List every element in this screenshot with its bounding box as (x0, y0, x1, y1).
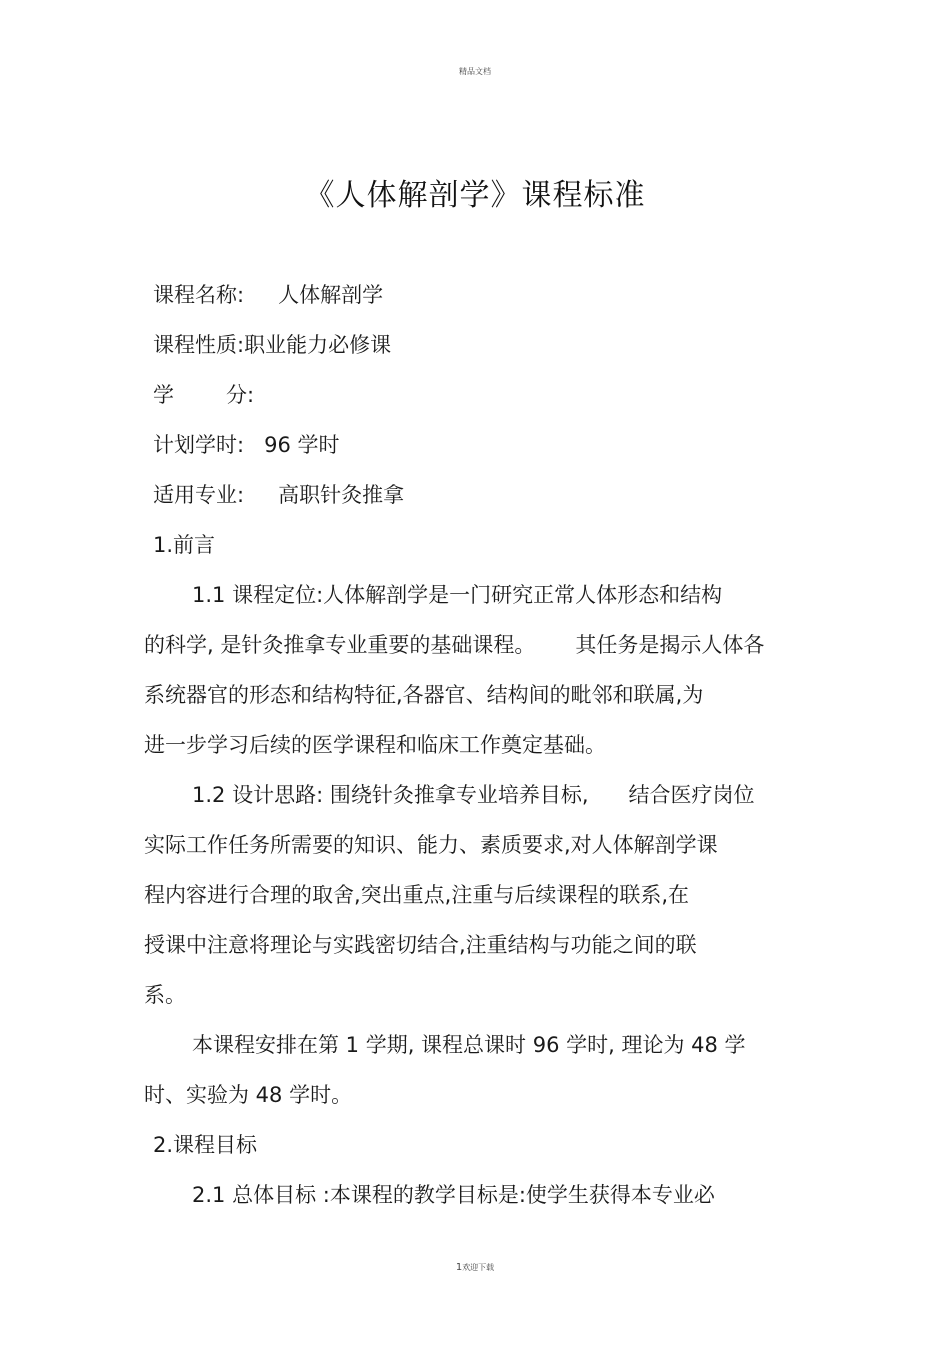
course-name-value: 人体解剖学 (278, 283, 384, 307)
credit-label-char2: 分: (226, 383, 255, 407)
paragraph-line: 系统器官的形态和结构特征,各器官、结构间的毗邻和联属,为 (144, 683, 704, 707)
paragraph-line: 实际工作任务所需要的知识、能力、素质要求,对人体解剖学课 (144, 833, 718, 857)
section-1-heading: 1.前言 (153, 533, 216, 557)
paragraph-fragment: 1.2 设计思路: 围绕针灸推拿专业培养目标, (192, 783, 589, 807)
paragraph-line: 授课中注意将理论与实践密切结合,注重结构与功能之间的联 (144, 933, 697, 957)
paragraph-line: 2.1 总体目标 :本课程的教学目标是:使学生获得本专业必 (192, 1183, 715, 1207)
course-credit-row (153, 379, 254, 409)
paragraph-line: 1.1 课程定位:人体解剖学是一门研究正常人体形态和结构 (192, 583, 723, 607)
paragraph-fragment: 结合医疗岗位 (628, 783, 755, 807)
paragraph-fragment: 其任务是揭示人体各 (575, 633, 765, 657)
paragraph-line: 系。 (144, 983, 186, 1007)
course-name-label: 课程名称: (153, 283, 245, 307)
paragraph-line: 进一步学习后续的医学课程和临床工作奠定基础。 (144, 733, 606, 757)
major-label: 适用专业: (153, 483, 245, 507)
document-title: 《人体解剖学》课程标准 (304, 178, 646, 213)
section-2-heading: 2.课程目标 (153, 1133, 258, 1157)
paragraph-line: 本课程安排在第 1 学期, 课程总课时 96 学时, 理论为 48 学 (192, 1033, 746, 1057)
hours-label: 计划学时: (153, 433, 245, 457)
major-value: 高职针灸推拿 (278, 483, 405, 507)
page-number: 1 (455, 1262, 463, 1273)
course-name-row (153, 279, 383, 309)
footer-text: 欢迎下载 (462, 1263, 495, 1272)
paragraph-line: 程内容进行合理的取舍,突出重点,注重与后续课程的联系,在 (144, 883, 690, 907)
paragraph-line: 时、实验为 48 学时。 (144, 1083, 353, 1107)
paragraph-fragment: 的科学, 是针灸推拿专业重要的基础课程。 (144, 633, 536, 657)
course-hours-row (153, 429, 339, 459)
course-major-row (153, 479, 404, 509)
credit-label-char1: 学 (153, 383, 174, 407)
page-footer (0, 1262, 950, 1273)
course-nature-row: 课程性质:职业能力必修课 (153, 333, 392, 357)
page-header: 精品文档 (459, 67, 491, 76)
paragraph-line (144, 629, 764, 659)
hours-value: 96 学时 (264, 433, 340, 457)
paragraph-line (192, 779, 755, 809)
